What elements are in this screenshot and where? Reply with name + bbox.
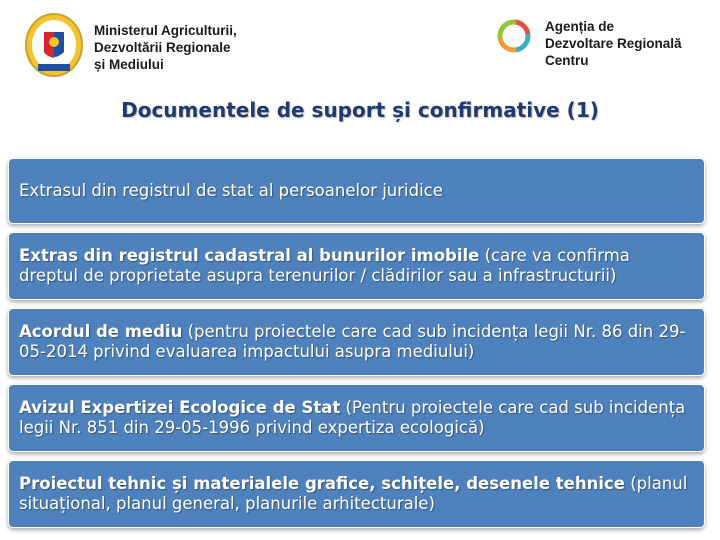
- agency-line-1: Agenția de: [545, 19, 615, 34]
- slide-title: Documentele de suport și confirmative (1): [121, 98, 599, 122]
- adr-logo-icon: [496, 18, 532, 54]
- item-text: (planul situațional, planul general, planurile arhitecturale): [19, 474, 688, 513]
- item-text: Extrasul din registrul de stat al persoanelor juridice: [19, 181, 443, 200]
- coat-of-arms-icon: [24, 12, 84, 78]
- ministry-logo: [24, 12, 84, 78]
- agency-name: [545, 18, 682, 69]
- item-text: (Pentru proiectele care cad sub incidența legii Nr. 851 din 29-05-1996 privind expertiza ecologică): [19, 398, 686, 437]
- list-item: [8, 384, 705, 452]
- agency-line-2: Dezvoltare Regională: [545, 36, 682, 51]
- agency-line-3: Centru: [545, 53, 589, 68]
- ministry-name: [94, 22, 237, 73]
- item-bold: Acordul de mediu: [19, 322, 183, 341]
- item-bold: Proiectul tehnic și materialele grafice, schițele, desenele tehnice: [19, 474, 625, 493]
- list-item: [8, 308, 705, 376]
- agency-logo: [496, 18, 532, 54]
- document-list: [8, 158, 705, 528]
- item-bold: Extras din registrul cadastral al bunurilor imobile: [19, 246, 480, 265]
- item-bold: Avizul Expertizei Ecologice de Stat: [19, 398, 341, 417]
- ministry-line-3: și Mediului: [94, 57, 164, 72]
- ministry-line-1: Ministerul Agriculturii,: [94, 23, 237, 38]
- list-item: [8, 232, 705, 300]
- item-text: (care va confirma dreptul de proprietate asupra terenurilor / clădirilor sau a infrastructurii): [19, 246, 630, 285]
- ministry-line-2: Dezvoltării Regionale: [94, 40, 231, 55]
- item-text: (pentru proiectele care cad sub incidența legii Nr. 86 din 29-05-2014 privind evaluarea impactului asupra mediului): [19, 322, 686, 361]
- list-item: [8, 158, 705, 224]
- list-item: [8, 460, 705, 528]
